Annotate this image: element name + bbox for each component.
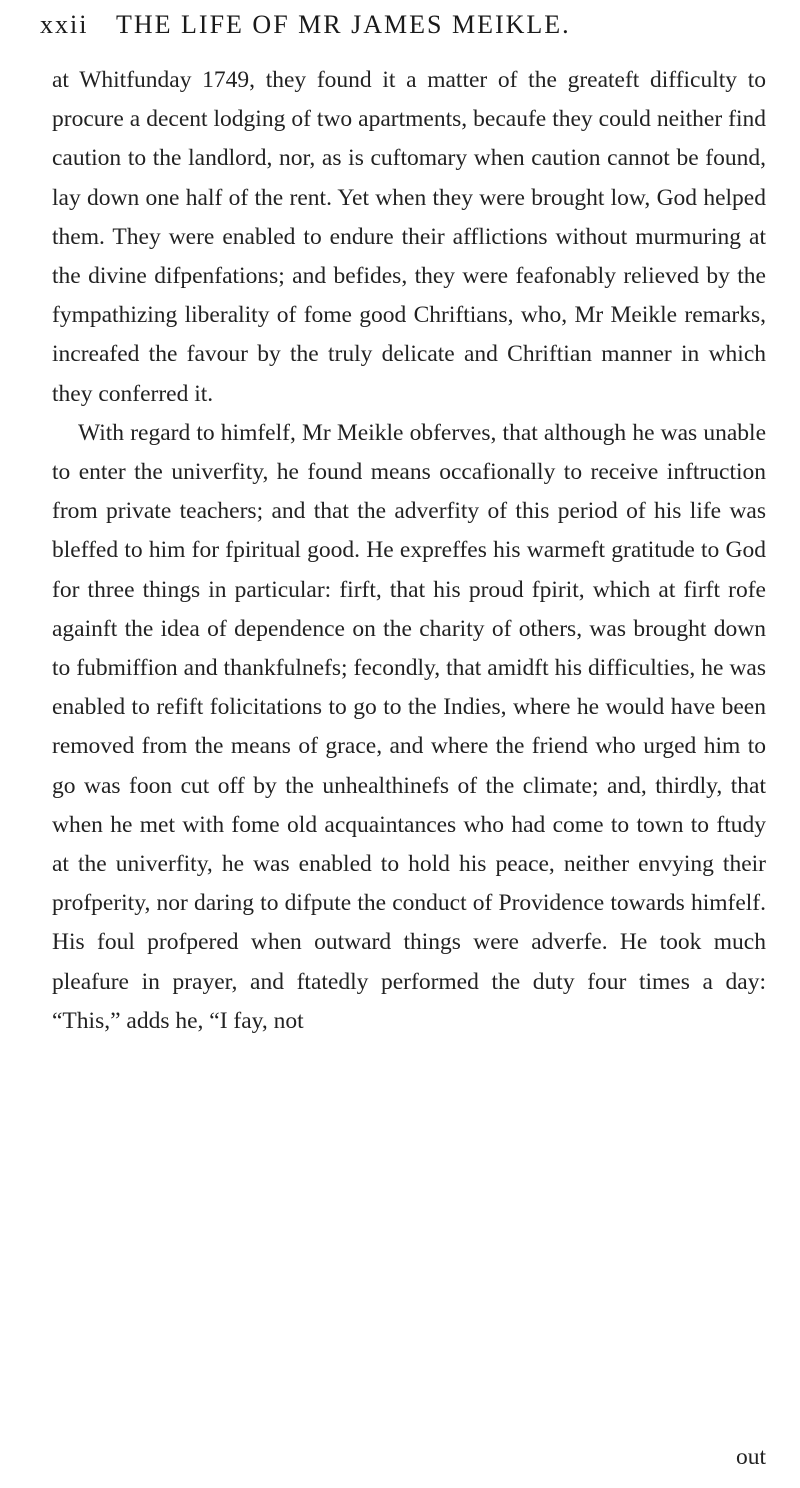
page-header bbox=[40, 10, 766, 50]
running-head: THE LIFE OF MR JAMES MEIKLE. bbox=[116, 10, 571, 39]
paragraph: at Whitfunday 1749, they found it a matter of the greateft difficulty to procure a decent lodging of two apartments, becaufe they could neither find caution to the landlord, nor, as is cuftomary when caution cannot be found, lay down one half of the rent. Yet when they were brought low, God helped them. They were enabled to endure their afflictions without murmuring at the divine difpenfations; and befides, they were feafonably relieved by the fympathizing liberality of fome good Chriftians, who, Mr Meikle remarks, increafed the favour by the truly delicate and Chriftian manner in which they conferred it. bbox=[52, 67, 766, 407]
body-text bbox=[52, 61, 766, 1041]
catchword: out bbox=[735, 1444, 766, 1470]
paragraph: With regard to himfelf, Mr Meikle obferves, that although he was unable to enter the univerfity, he found means occafionally to receive inftruction from private teachers; and that the adverfity of this period of his life was bleffed to him for fpiritual good. He expreffes his warmeft gratitude to God for three things in particular: firft, that his proud fpirit, which at firft rofe againft the idea of dependence on the charity of others, was brought down to fubmiffion and thankfulnefs; fecondly, that amidft his difficulties, he was enabled to refift folicitations to go to the Indies, where he would have been removed from the means of grace, and where the friend who urged him to go was foon cut off by the unhealthinefs of the climate; and, thirdly, that when he met with fome old acquaintances who had come to town to ftudy at the univerfity, he was enabled to hold his peace, neither envying their profperity, nor daring to difpute the conduct of Providence towards himfelf. His foul profpered when outward things were adverfe. He took much pleafure in prayer, and ftatedly performed the duty four times a day: “This,” adds he, “I fay, not bbox=[52, 419, 766, 1034]
page-number: xxii bbox=[40, 10, 89, 39]
